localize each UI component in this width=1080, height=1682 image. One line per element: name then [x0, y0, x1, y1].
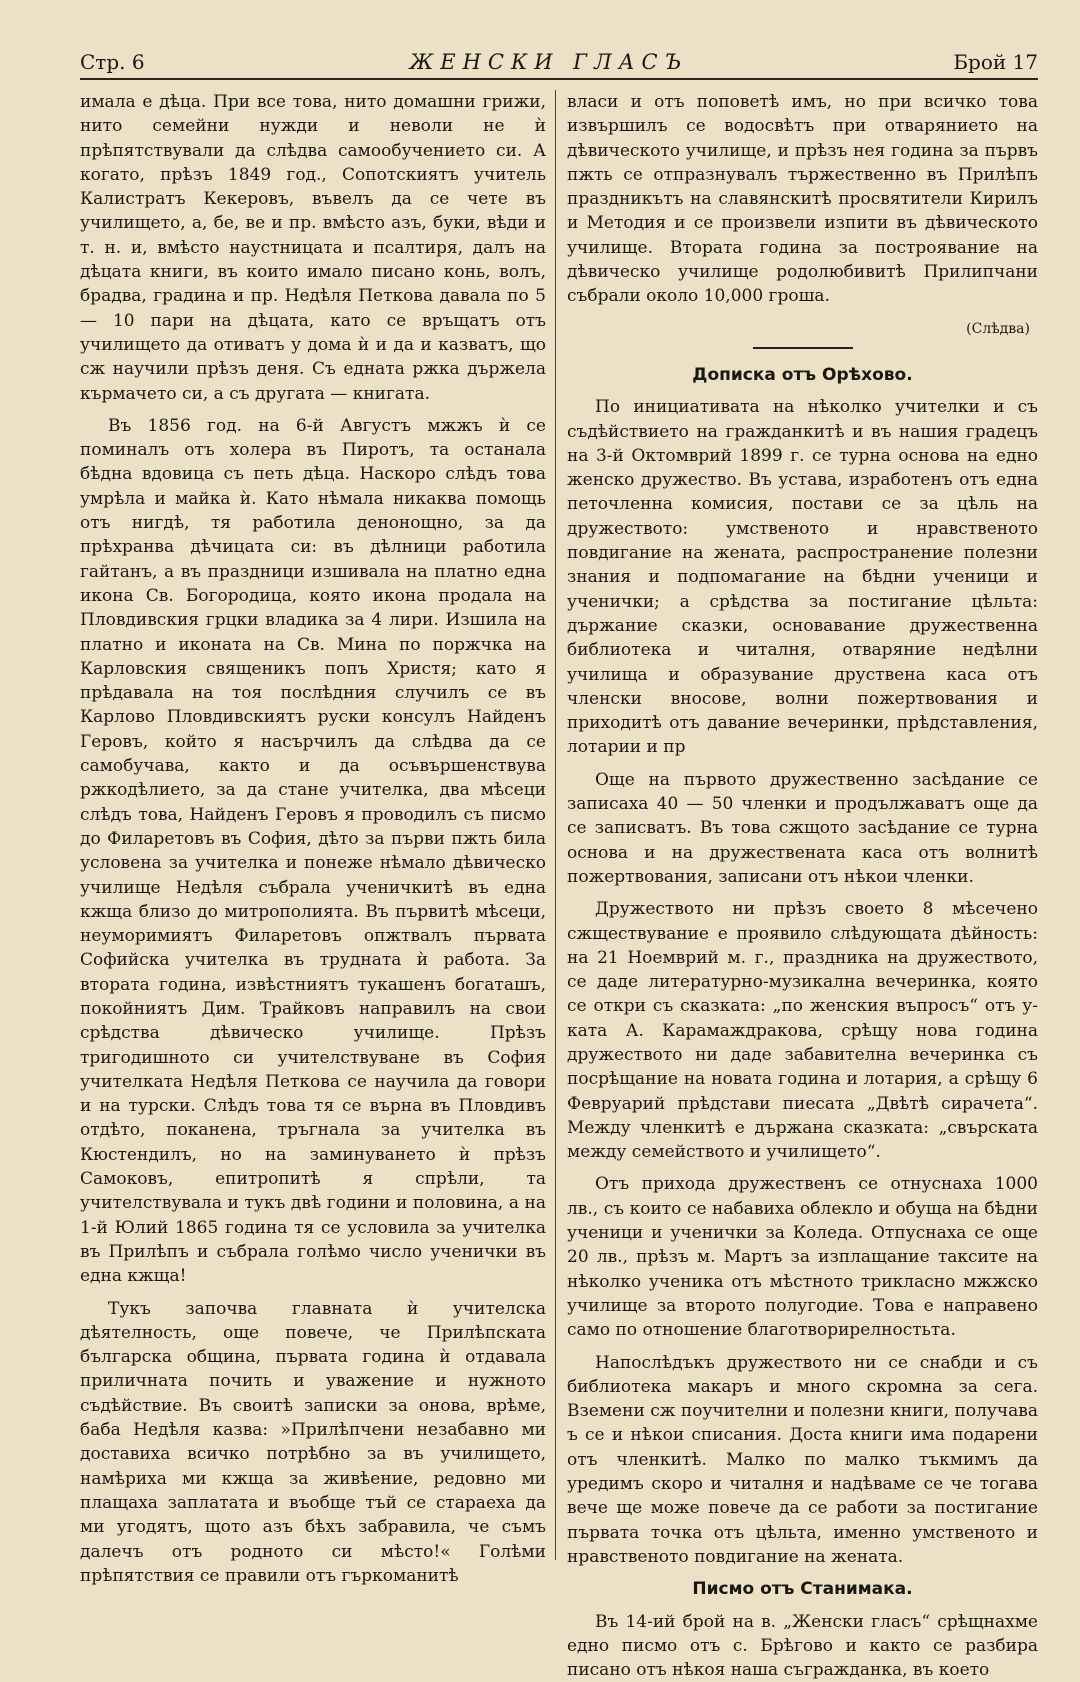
paragraph: Отъ прихода дружественъ се отнуснаха 1000 лв., съ които се набавиха облекло и обуща на бѣдни ученици и ученички за Коледа. Отпуснаха се още 20 лв., прѣзъ м. Мартъ за изплащание таксите на нѣколко ученика отъ мѣстното трикласно мжжско училище за второто полугодие. Това е направено само по отношение благотворирелностьта. — [567, 1174, 1038, 1341]
left-column — [80, 90, 546, 1586]
to-be-continued: (Слѣдва) — [966, 320, 1030, 337]
right-column — [567, 90, 1038, 1681]
column-divider — [555, 90, 556, 1560]
article-title: Дописка отъ Орѣхово. — [692, 364, 913, 385]
paragraph: Дружеството ни прѣзъ своето 8 мѣсечено сжществувание е проявило слѣдующата дѣйность: на 21 Ноемврий м. г., праздника на дружеството, се даде литературно-музикална вечеринка, която се откри съ сказката: „по женския въпросъ“ отъ у-ката А. Карамаждракова, срѣщу нова година дружеството ни даде забавителна вечеринка съ посрѣщание на новата година и лотария, а срѣщу 6 Февруарий прѣдстави пиесата „Двѣтѣ сирачета“. Между членкитѣ е държана сказката: „свърската между семейството и училището“. — [567, 899, 1038, 1163]
paragraph: Напослѣдъкъ дружеството ни се снабди и съ библиотека макаръ и много скромна за сега. Вземени сж поучителни и полезни книги, получава ъ се и нѣкои списания. Доста книги има подарени отъ членкитѣ. Малко по малко тъкмимъ да уредимъ скоро и читалня и надѣваме се че тогава вече ще може повече да се работи за постигание първата точка отъ цѣльта, именно умственото и нравственото повдигание на жената. — [567, 1352, 1038, 1567]
paragraph: По инициативата на нѣколко учителки и съ съдѣйствието на гражданкитѣ и въ нашия градецъ на 3-й Октомврий 1899 г. се турна основа на едно женско дружество. Въ устава, изработенъ отъ една петочленна комисия, постави се за цѣль на дружеството: умственото и нравственото повдигание на жената, распространение полезни знания и подпомагание на бѣдни ученици и ученички; а срѣдства за постигание цѣльта: държание сказки, основавание дружественна библиотека и читалня, отваряние недѣлни училища и образувание друствена каса отъ членски вносове, волни пожертвования и приходитѣ отъ давание вечеринки, прѣдставления, лотарии и пр — [567, 397, 1038, 758]
paragraph: имала е дѣца. При все това, нито домашни грижи, нито семейни нужди и неволи не ѝ прѣпятствували да слѣдва самообучението си. А когато, прѣзъ 1849 год., Сопотскиятъ учитель Калистратъ Кекеровъ, въвелъ да се чете въ училището, а, бе, ве и пр. вмѣсто азъ, буки, вѣди и т. н. и, вмѣсто наустницата и псалтиря, далъ на дѣцата книги, въ които имало писано конь, волъ, брадва, градина и пр. Недѣля Петкова давала по 5 — 10 пари на дѣцата, като се връщатъ отъ училището да отиватъ у дома ѝ и да и казватъ, що сж научили прѣзъ деня. Съ едната ржка държела кърмачето си, а съ другата — книгата. — [80, 92, 546, 404]
article-title: Писмо отъ Станимака. — [692, 1579, 913, 1600]
page-number: Стр. 6 — [80, 50, 145, 74]
issue-number: Брой 17 — [953, 50, 1038, 74]
newspaper-title: ЖЕНСКИ ГЛАСЪ — [409, 50, 689, 74]
page-header — [80, 38, 1038, 80]
paragraph: Въ 1856 год. на 6-й Августъ мжжъ ѝ се поминалъ отъ холера въ Пиротъ, та останала бѣдна вдовица съ петь дѣца. Наскоро слѣдъ това умрѣла и майка ѝ. Като нѣмала никаква помощь отъ нигдѣ, тя работила денонощно, за да прѣхранва дѣчицата си: въ дѣлници работила гайтанъ, а въ праздници изшивала на платно една икона Св. Богородица, която икона продала на Пловдивския грцки владика за 4 лири. Изшила на платно и иконата на Св. Мина по поржчка на Карловския священикъ попъ Христя; като я прѣдавала на тоя послѣдния случилъ се въ Карлово Пловдивскиятъ руски консулъ Найденъ Геровъ, който я насърчилъ да слѣдва да се самобучава, както и да осъвършенствува ржкодѣлието, за да стане учителка, два мѣсеци слѣдъ това, Найденъ Геровъ я проводилъ съ писмо до Филаретовъ въ София, дѣто за първи пжть била условена за учителка и понеже нѣмало дѣвическо училище Недѣля събрала ученичкитѣ въ една кжща близо до митрополията. Въ първитѣ мѣсеци, неуморимиятъ Филаретовъ опжтвалъ първата Софийска учителка въ трудната ѝ работа. За втората година, извѣстниятъ тукашенъ богаташъ, покойниятъ Дим. Трайковъ направилъ на свои срѣдства дѣвическо училище. Прѣзъ тригодишното си учителствуване въ София учителката Недѣля Петкова се научила да говори и на турски. Слѣдъ това тя се върна въ Пловдивъ отдѣто, поканена, тръгнала за учителка въ Кюстендилъ, но на заминуването ѝ прѣзъ Самоковъ, епитропитѣ я спрѣли, та учителствувала и тукъ двѣ години и половина, а на 1-й Юлий 1865 година тя се условила за учителка въ Прилѣпъ и събрала голѣмо число ученички въ една кжща! — [80, 415, 546, 1287]
paragraph: власи и отъ поповетѣ имъ, но при всичко това извършилъ се водосвѣтъ при отварянието на дѣвическото училище, и прѣзъ нея година за първъ пжть се отпразнувалъ тържественно въ Прилѣпъ праздникътъ на славянскитѣ просвятители Кирилъ и Методия и се произвели изпити въ дѣвическото училище. Втората година за построявание на дѣвическо училище родолюбивитѣ Прилипчани събрали около 10,000 гроша. — [567, 92, 1038, 307]
paragraph: Тукъ започва главната ѝ учителска дѣятелность, още повече, че Прилѣпската българска община, първата година ѝ отдавала приличната почить и уважение и нужното съдѣйствие. Въ своитѣ записки за онова, врѣме, баба Недѣля казва: »Прилѣпчени незабавно ми доставиха всичко потрѣбно за въ училището, намѣриха ми кжща за живѣение, редовно ми плащаха заплатата и въобще тъй се стараеха да ми угодятъ, щото азъ бѣхъ забравила, че съмъ далечъ отъ родното си мѣсто!« Голѣми прѣпятствия се правили отъ гъркоманитѣ — [80, 1298, 546, 1586]
paragraph: Още на първото дружественно засѣдание се записаха 40 — 50 членки и продължаватъ още да се записватъ. Въ това сжщото засѣдание се турна основа и на дружествената каса отъ волнитѣ пожертвования, записани отъ нѣкои членки. — [567, 769, 1038, 887]
paragraph: Въ 14-ий брой на в. „Женски гласъ“ срѣщнахме едно писмо отъ с. Брѣгово и както се разбира писано отъ нѣкоя наша съгражданка, въ което — [567, 1611, 1038, 1681]
section-divider — [753, 347, 853, 349]
